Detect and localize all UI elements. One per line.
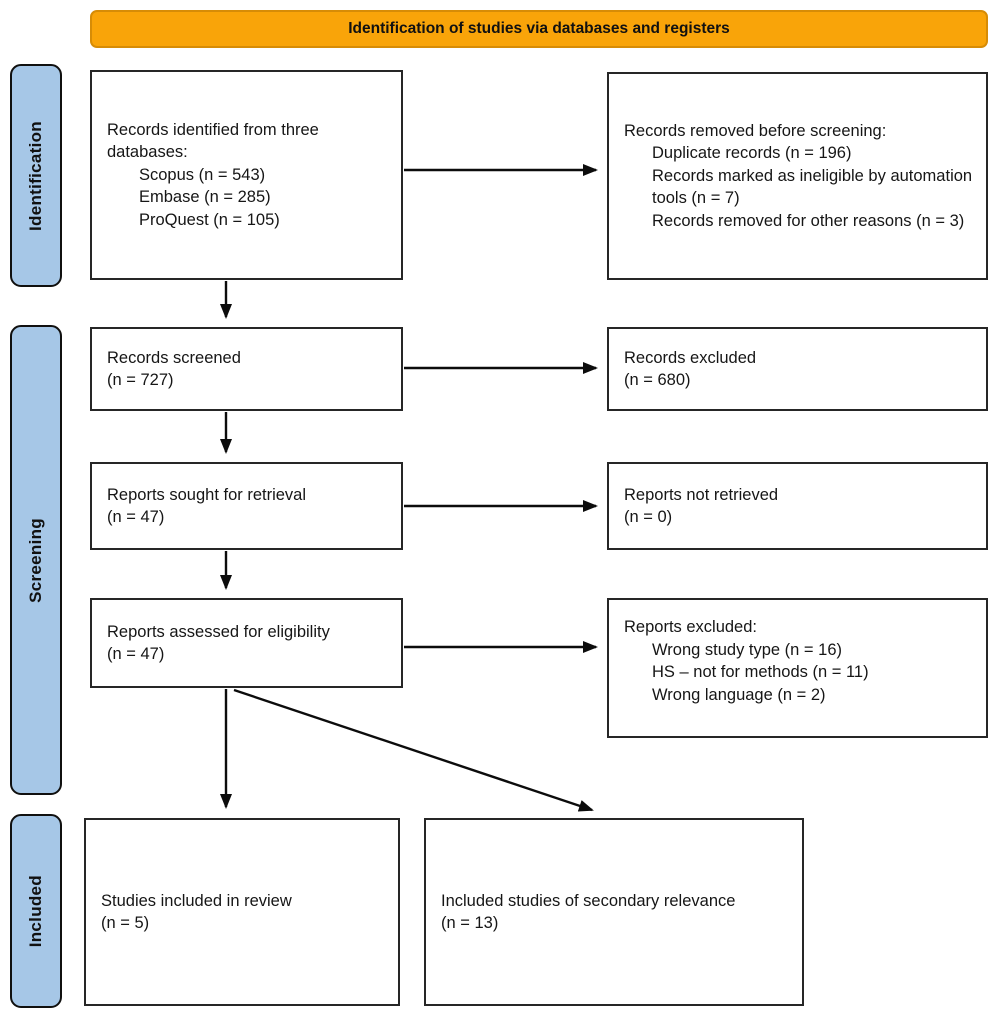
- stage-label-identification: [10, 64, 62, 287]
- box-records-excluded: [607, 327, 988, 411]
- box-records-removed: [607, 72, 988, 280]
- box-studies-included: [84, 818, 400, 1006]
- box-records-excluded-line2: (n = 680): [624, 371, 691, 389]
- box-reports-assessed-line1: Reports assessed for eligibility: [107, 622, 330, 641]
- box-reports-excluded-title: Reports excluded:: [624, 618, 757, 636]
- box-studies-secondary-line1: Included studies of secondary relevance: [441, 891, 736, 910]
- box-studies-included-line2: (n = 5): [101, 914, 150, 932]
- box-reports-excluded-item: HS – not for methods (n = 11): [652, 663, 869, 681]
- box-reports-sought-line1: Reports sought for retrieval: [107, 485, 307, 504]
- box-studies-secondary: [424, 818, 804, 1006]
- box-records-screened-line1: Records screened: [107, 348, 241, 367]
- stage-label-included: [10, 814, 62, 1008]
- box-records-identified-item: Scopus (n = 543): [139, 165, 266, 184]
- box-records-excluded-line1: Records excluded: [624, 348, 757, 367]
- stage-label-identification-text: Identification: [26, 120, 45, 231]
- box-reports-sought: [90, 462, 403, 550]
- box-records-removed-item: Records marked as ineligible by automation tools (n = 7): [652, 166, 973, 208]
- box-reports-not-retrieved-line2: (n = 0): [624, 508, 673, 526]
- box-reports-not-retrieved: [607, 462, 988, 550]
- box-reports-excluded-reasons: [607, 598, 988, 738]
- box-records-identified-title: Records identified from three databases:: [107, 120, 319, 162]
- box-records-identified-item: Embase (n = 285): [139, 188, 271, 207]
- box-records-removed-item: Records removed for other reasons (n = 3): [652, 211, 965, 230]
- stage-label-screening: [10, 325, 62, 795]
- banner-identification-via-databases: [90, 10, 988, 48]
- box-studies-included-line1: Studies included in review: [101, 891, 292, 910]
- box-records-identified: [90, 70, 403, 280]
- box-reports-excluded-item: Wrong study type (n = 16): [652, 640, 842, 659]
- box-reports-sought-line2: (n = 47): [107, 508, 165, 526]
- box-reports-excluded-item: Wrong language (n = 2): [652, 685, 826, 704]
- stage-label-screening-text: Screening: [26, 517, 45, 603]
- box-records-removed-item: Duplicate records (n = 196): [652, 144, 852, 163]
- box-records-removed-title: Records removed before screening:: [624, 121, 887, 140]
- box-reports-assessed: [90, 598, 403, 688]
- box-records-identified-item: ProQuest (n = 105): [139, 210, 280, 229]
- box-reports-assessed-line2: (n = 47): [107, 645, 165, 663]
- box-records-screened-line2: (n = 727): [107, 371, 174, 389]
- arrow-assessed-to-secondary: [234, 690, 592, 810]
- stage-label-included-text: Included: [26, 874, 45, 948]
- box-reports-not-retrieved-line1: Reports not retrieved: [624, 485, 779, 504]
- box-studies-secondary-line2: (n = 13): [441, 914, 499, 932]
- box-records-screened: [90, 327, 403, 411]
- banner-title: Identification of studies via databases and registers: [348, 20, 730, 37]
